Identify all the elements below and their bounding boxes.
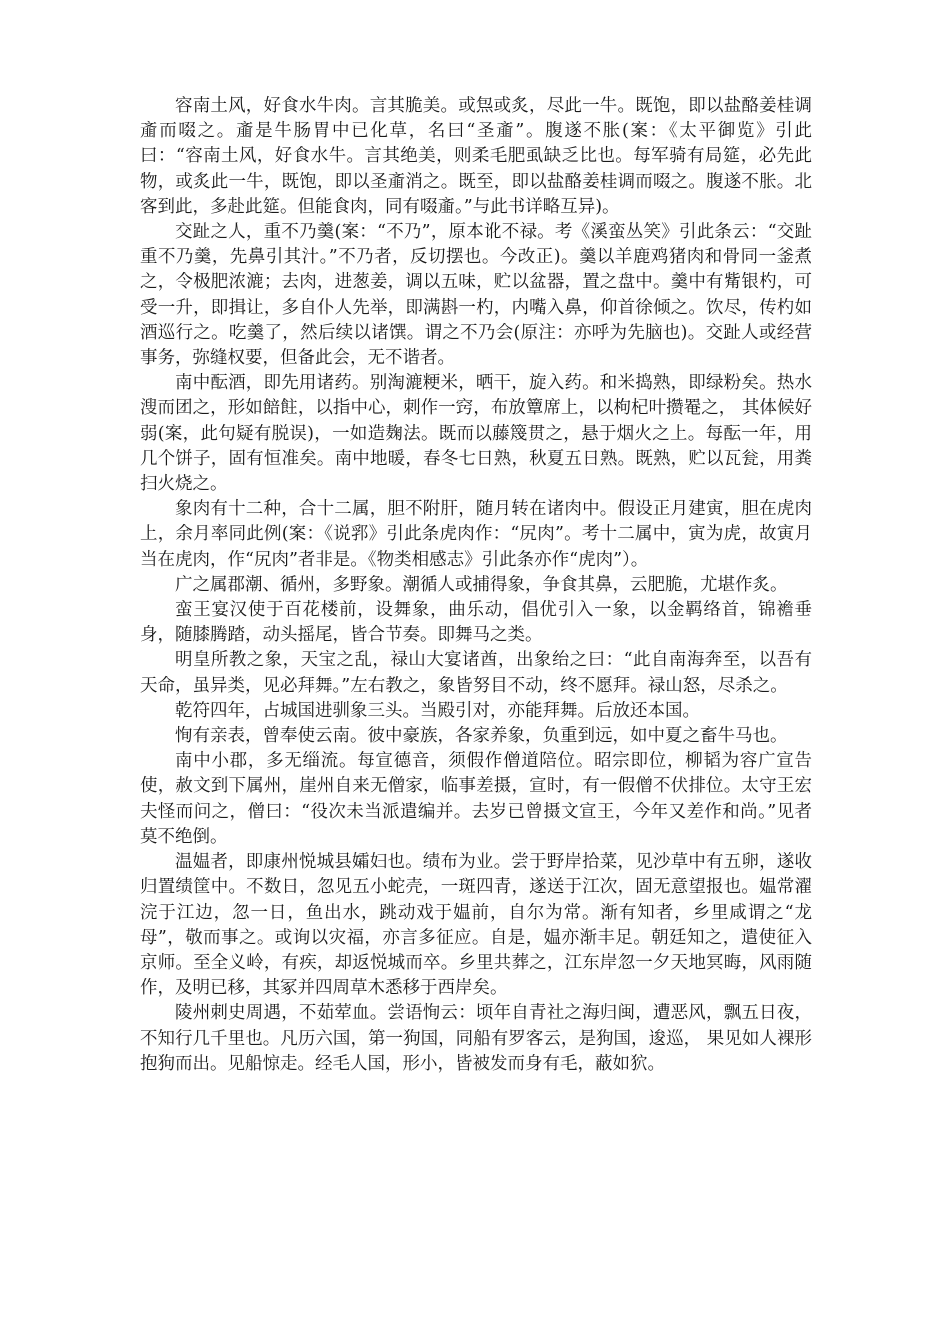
paragraph-6: 蛮王宴汉使于百花楼前，设舞象，曲乐动，倡优引入一象，以金羁络首，锦襜垂身，随膝腾踏，动头摇尾，皆合节奏。即舞马之类。 <box>140 600 812 646</box>
paragraph-3: 南中酝酒，即先用诸药。别淘漉粳米，晒干，旋入药。和米捣熟，即绿粉矣。热水溲而团之，形如餢飳，以指中心，刺作一窍，布放簟席上，以枸杞叶攒罨之， 其体候好弱(案，此句疑有脱误)，一如造麹法。既而以藤篾贯之，悬于烟火之上。每酝一年，用几个饼子，固有恒准矣。南中地暖，春冬七日熟，秋夏五日熟。既熟，贮以瓦瓮，用粪扫火烧之。 <box>140 373 812 495</box>
paragraph-1: 容南土风，好食水牛肉。言其脆美。或炰或炙，尽此一牛。既饱，即以盐酪姜桂调齑而啜之。齑是牛肠胃中已化草，名曰“圣齑”。腹遂不胀(案：《太平御览》引此曰：“容南土风，好食水牛。言其绝美，则柔毛肥虱缺乏比也。每军骑有局筵，必先此物，或炙此一牛，既饱，即以圣齑消之。既至，即以盐酪姜桂调而啜之。腹遂不胀。北客到此，多赴此筵。但能食肉，同有啜齑。”与此书详略互异)。 <box>140 96 812 217</box>
paragraph-4: 象肉有十二种，合十二属，胆不附肝，随月转在诸肉中。假设正月建寅，胆在虎肉上，余月率同此例(案：《说郛》引此条虎肉作：“尻肉”。考十二属中，寅为虎，故寅月当在虎肉，作“尻肉”者非是。《物类相感志》引此条亦作“虎肉”）。 <box>140 499 812 570</box>
paragraph-12: 陵州刺史周遇，不茹荤血。尝语恂云：顷年自青社之海归闽，遭恶风，飘五日夜，不知行几千里也。凡历六国，第一狗国，同船有罗客云，是狗国，逡巡， 果见如人裸形抱狗而出。见船惊走。经毛人国，形小，皆被发而身有毛，蔽如狖。 <box>140 1003 812 1074</box>
paragraph-2: 交趾之人，重不乃羹(案：“不乃”，原本讹不禄。考《溪蛮丛笑》引此条云：“交趾重不乃羹，先鼻引其汁。”不乃者，反切摆也。今改正)。羹以羊鹿鸡猪肉和骨同一釜煮之，令极肥浓漉；去肉，进葱姜，调以五味，贮以盆器，置之盘中。羹中有觜银杓，可受一升，即揖让，多自仆人先举，即满斟一杓，内嘴入鼻，仰首徐倾之。饮尽，传杓如酒巡行之。吃羹了，然后续以诸馔。谓之不乃会(原注：亦呼为先脑也)。交趾人或经营事务，弥缝权要，但备此会，无不谐者。 <box>140 222 812 369</box>
paragraph-11: 温媪者，即康州悦城县孀妇也。绩布为业。尝于野岸拾菜，见沙草中有五卵，遂收归置绩筐中。不数日，忽见五小蛇壳，一斑四青，遂送于江次，固无意望报也。媪常濯浣于江边，忽一日，鱼出水，跳动戏于媪前，自尔为常。渐有知者，乡里咸谓之“龙母”，敬而事之。或询以灾福，亦言多征应。自是，媪亦渐丰足。朝廷知之，遣使征入京师。至全义岭，有疾，却返悦城而卒。乡里共葬之，江东岸忽一夕天地冥晦，风雨随作，及明已移，其冢并四周草木悉移于西岸矣。 <box>140 852 812 999</box>
paragraph-10: 南中小郡，多无缁流。每宣德音，须假作僧道陪位。昭宗即位，柳韬为容广宣告使，赦文到下属州，崖州自来无僧家，临事差摄，宣时，有一假僧不伏排位。太守王宏夫怪而问之，僧曰：“役次未当派遣编并。去岁已曾摄文宣王，今年又差作和尚。”见者莫不绝倒。 <box>140 751 812 847</box>
paragraph-8: 乾符四年，占城国进驯象三头。当殿引对，亦能拜舞。后放还本国。 <box>175 700 700 721</box>
document-page <box>140 94 812 1077</box>
paragraph-9: 恂有亲表，曾奉使云南。彼中豪族，各家养象，负重到远，如中夏之畜牛马也。 <box>175 726 788 747</box>
paragraph-7: 明皇所教之象，天宝之乱，禄山大宴诸酋，出象绐之曰：“此自南海奔至，以吾有天命，虽异类，见必拜舞。”左右教之，象皆努目不动，终不愿拜。禄山怒，尽杀之。 <box>140 650 812 696</box>
paragraph-5: 广之属郡潮、循州，多野象。潮循人或捕得象，争食其鼻，云肥脆，尤堪作炙。 <box>175 574 788 595</box>
